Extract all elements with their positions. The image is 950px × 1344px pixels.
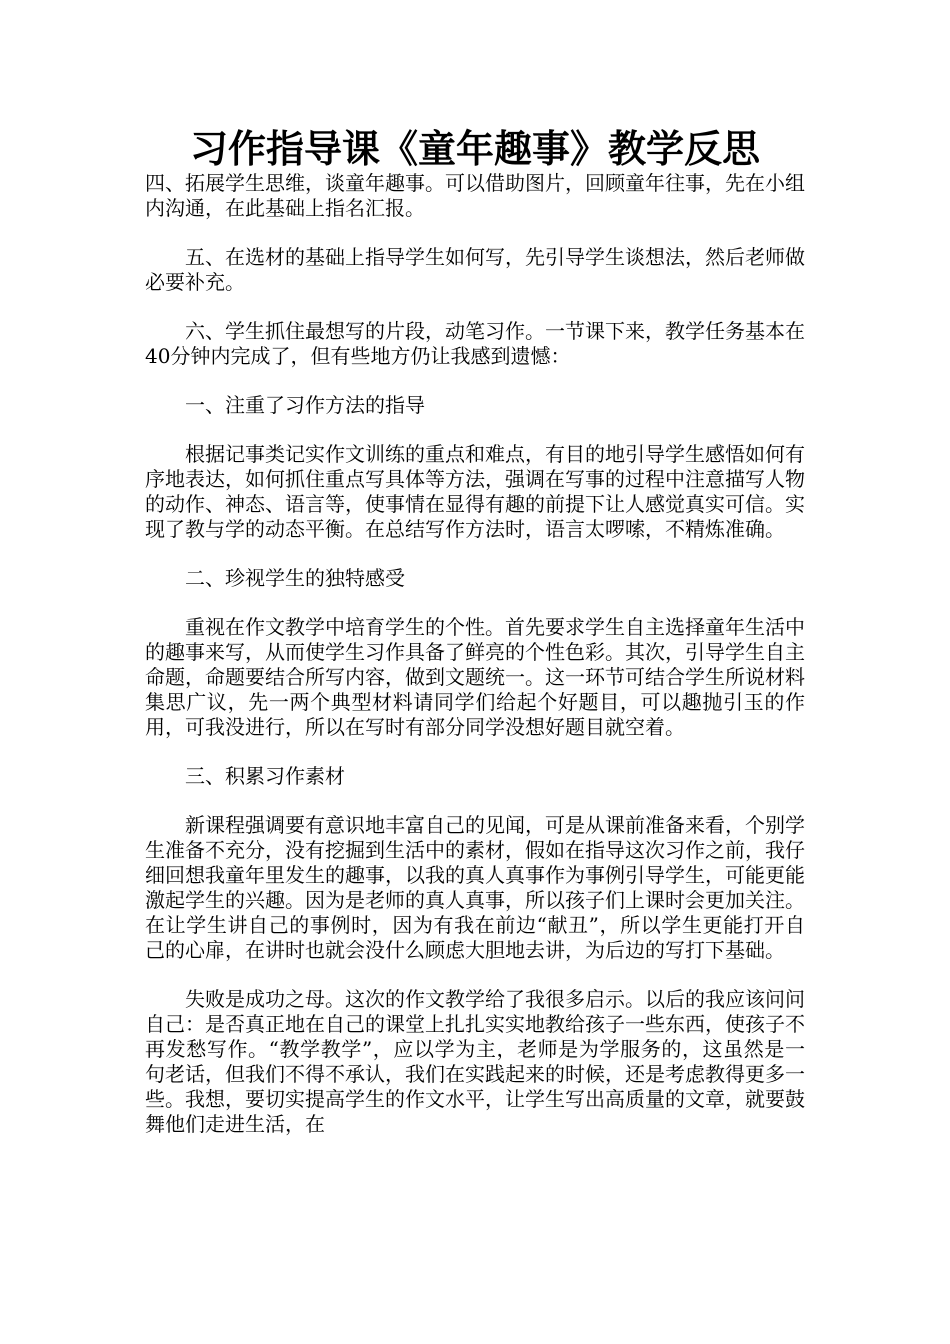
- heading-accumulate-material: 三、积累习作素材: [185, 764, 345, 788]
- heading-writing-method: 一、注重了习作方法的指导: [185, 393, 425, 417]
- heading-unique-feelings: 二、珍视学生的独特感受: [185, 566, 405, 590]
- paragraph-conclusion: 失败是成功之母。这次的作文教学给了我很多启示。以后的我应该问问自己：是否真正地在自己的课堂上扎扎实实地教给孩子一些东西，使孩子不再发愁写作。“教学教学”，应以学为主，老师是为学服务的，这虽然是一句老话，但我们不得不承认，我们在实践起来的时候，还是考虑教得更多一些。我想，要切实提高学生的作文水平，让学生写出高质量的文章，就要鼓舞他们走进生活，在: [145, 987, 805, 1136]
- document-title: 习作指导课《童年趣事》教学反思: [189, 126, 760, 171]
- paragraph-guide-writing: 五、在选材的基础上指导学生如何写，先引导学生谈想法，然后老师做必要补充。: [145, 245, 805, 294]
- paragraph-write-excerpt: 六、学生抓住最想写的片段，动笔习作。一节课下来，教学任务基本在40分钟内完成了，但有些地方仍让我感到遗憾：: [145, 319, 805, 368]
- paragraph-accumulate-material: 新课程强调要有意识地丰富自己的见闻，可是从课前准备来看，个别学生准备不充分，没有挖掘到生活中的素材，假如在指导这次习作之前，我仔细回想我童年里发生的趣事，以我的真人真事作为事例引导学生，可能更能激起学生的兴趣。因为是老师的真人真事，所以孩子们上课时会更加关注。在让学生讲自己的事例时，因为有我在前边“献丑”，所以学生更能打开自己的心扉，在讲时也就会没什么顾虑大胆地去讲，为后边的写打下基础。: [145, 813, 805, 962]
- paragraph-writing-method: 根据记事类记实作文训练的重点和难点，有目的地引导学生感悟如何有序地表达，如何抓住重点写具体等方法，强调在写事的过程中注意描写人物的动作、神态、语言等，使事情在显得有趣的前提下让人感觉真实可信。实现了教与学的动态平衡。在总结写作方法时，语言太啰嗦，不精炼准确。: [145, 442, 805, 541]
- paragraph-unique-feelings: 重视在作文教学中培育学生的个性。首先要求学生自主选择童年生活中的趣事来写，从而使学生习作具备了鲜亮的个性色彩。其次，引导学生自主命题，命题要结合所写内容，做到文题统一。这一环节可结合学生所说材料集思广议，先一两个典型材料请同学们给起个好题目，可以趣抛引玉的作用，可我没进行，所以在写时有部分同学没想好题目就空着。: [145, 615, 805, 739]
- paragraph-extend-thinking: 四、拓展学生思维，谈童年趣事。可以借助图片，回顾童年往事，先在小组内沟通，在此基础上指名汇报。: [145, 171, 805, 220]
- document-body: [145, 171, 805, 1137]
